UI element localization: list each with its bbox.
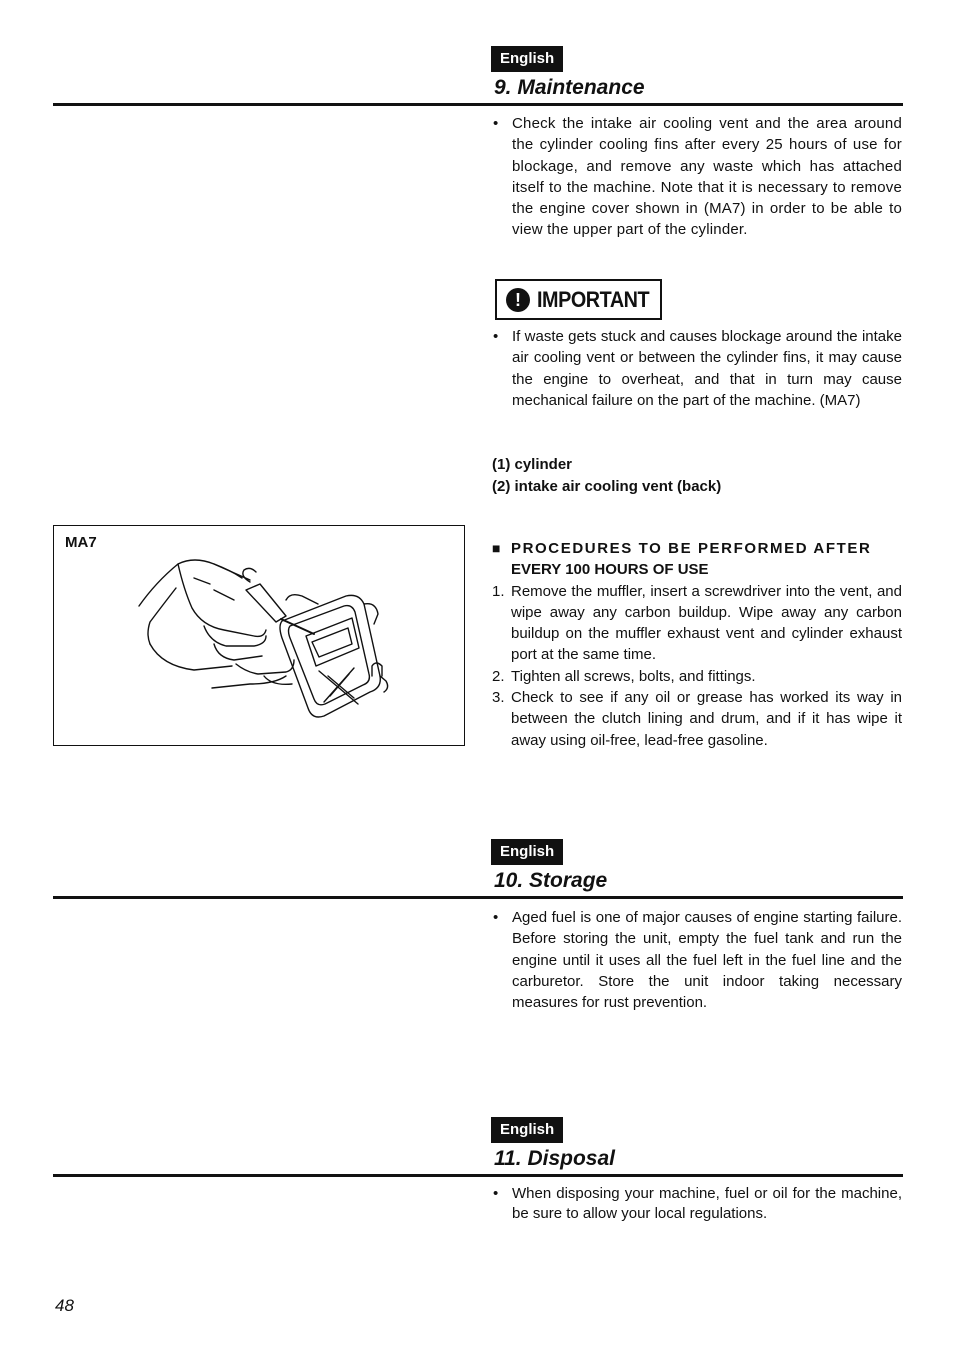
- item-text: Check to see if any oil or grease has worked its way in between the clutch lining and drum, and if it has wipe it away using oil-free, lead-free gasoline.: [511, 689, 902, 749]
- square-bullet-icon: ■: [492, 540, 501, 556]
- figure-label: MA7: [65, 534, 97, 551]
- procedures-heading-line1: PROCEDURES TO BE PERFORMED AFTER: [511, 540, 872, 557]
- item-number: 3.: [492, 689, 505, 707]
- bullet-text: Check the intake air cooling vent and the area around the cylinder cooling fins after every 25 hours of use for blockage, and remove any waste which has attached itself to the machine. Note that it is necessary to remove the engine cover shown in (MA7) in order to be able to view the upper part of the cylinder.: [512, 115, 902, 239]
- section-title-disposal: 11. Disposal: [494, 1147, 615, 1170]
- item-number: 1.: [492, 582, 505, 600]
- parts-legend: [492, 454, 721, 497]
- bullet-mark: •: [493, 328, 499, 345]
- bullet-text: Aged fuel is one of major causes of engine starting failure. Before storing the unit, empty the fuel tank and run the engine until it uses all the fuel left in the fuel line and the carburetor. Store the unit indoor taking necessary measures for rust prevention.: [512, 909, 902, 1012]
- list-item: [492, 113, 902, 241]
- important-text: [492, 326, 902, 411]
- section-divider: [53, 1174, 903, 1177]
- list-item: [492, 1184, 902, 1224]
- part-label: (2) intake air cooling vent (back): [492, 477, 722, 495]
- important-notice-box: [495, 279, 662, 320]
- language-tag: English: [491, 1117, 563, 1143]
- important-label: IMPORTANT: [537, 286, 650, 312]
- item-number: 2.: [492, 667, 505, 685]
- disposal-text: [492, 1184, 902, 1224]
- list-item: [492, 581, 902, 666]
- section-divider: [53, 103, 903, 106]
- section-title-maintenance: 9. Maintenance: [494, 76, 645, 99]
- item-text: Remove the muffler, insert a screwdriver into the vent, and wipe away any carbon buildup. Wipe away any carbon buildup on the muffler exhaust vent and cylinder exhaust port at the same time.: [511, 582, 902, 664]
- list-item: [492, 326, 902, 411]
- figure-ma7: [53, 525, 465, 746]
- list-item: [492, 687, 902, 751]
- item-text: Tighten all screws, bolts, and fittings.: [511, 667, 756, 685]
- page-number: 48: [55, 1296, 74, 1315]
- procedures-block: [492, 538, 902, 751]
- bullet-text: If waste gets stuck and causes blockage around the intake air cooling vent or between the cylinder fins, it may cause the engine to overheat, and that in turn may cause mechanical failure on the part of the machine. (MA7): [512, 328, 902, 409]
- section-title-storage: 10. Storage: [494, 869, 608, 892]
- language-tag: English: [491, 839, 563, 865]
- muffler-cleaning-illustration: [54, 526, 466, 747]
- list-item: [492, 907, 902, 1013]
- procedures-heading-line2: EVERY 100 HOURS OF USE: [511, 561, 709, 579]
- bullet-text: When disposing your machine, fuel or oil for the machine, be sure to allow your local regulations.: [512, 1185, 902, 1222]
- storage-text: [492, 907, 902, 1013]
- language-tag: English: [491, 46, 563, 72]
- procedures-heading: [492, 538, 902, 581]
- bullet-mark: •: [493, 1185, 499, 1202]
- list-item: [492, 666, 902, 687]
- maintenance-intro: [492, 113, 902, 241]
- bullet-mark: •: [493, 115, 499, 132]
- part-label: (1) cylinder: [492, 456, 573, 473]
- exclamation-icon: !: [506, 288, 530, 312]
- section-divider: [53, 896, 903, 899]
- bullet-mark: •: [493, 909, 499, 926]
